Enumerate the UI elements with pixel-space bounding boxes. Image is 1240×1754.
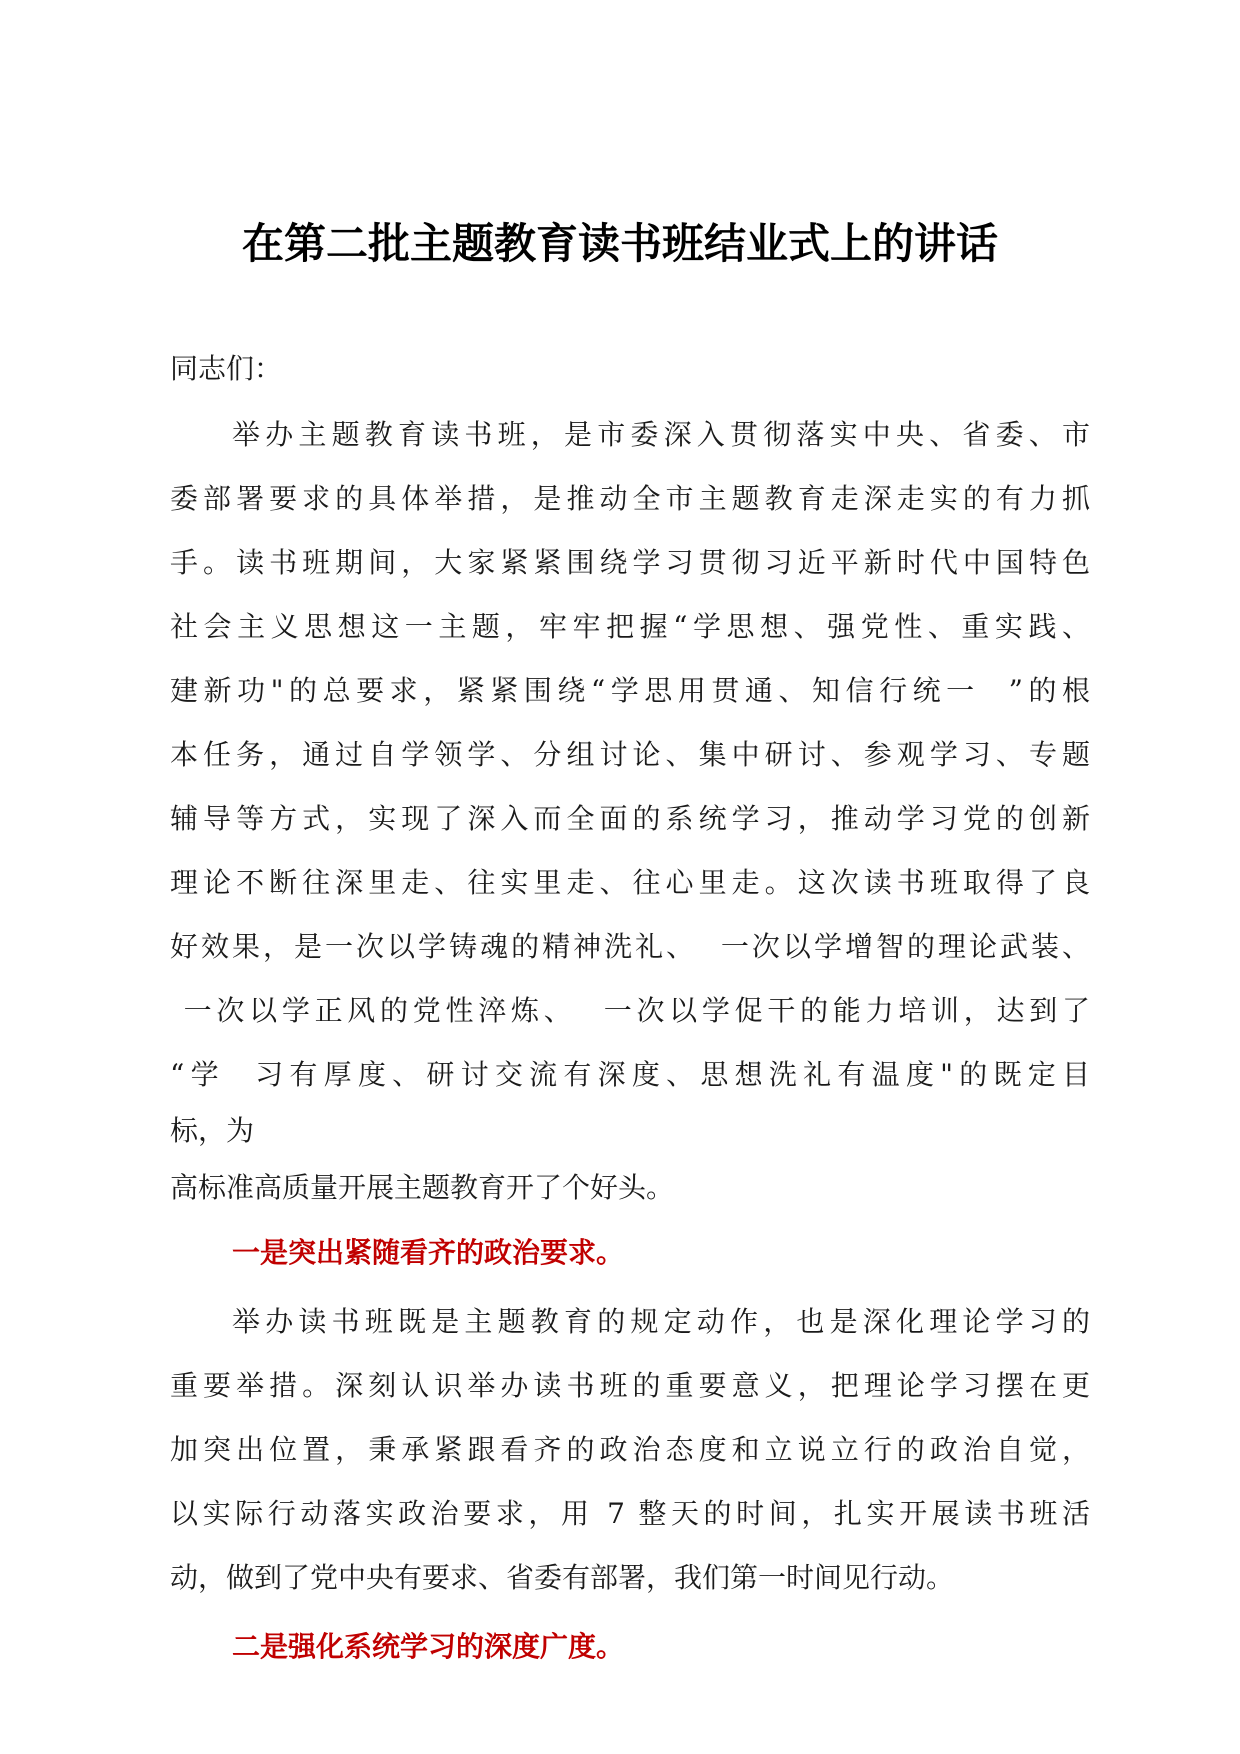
paragraph-line: 重要举措。深刻认识举办读书班的重要意义，把理论学习摆在更 [170, 1369, 1090, 1402]
paragraph-line: 委部署要求的具体举措，是推动全市主题教育走深走实的有力抓 [170, 482, 1090, 515]
paragraph-line: 社会主义思想这一主题，牢牢把握“学思想、强党性、重实践、 [170, 610, 1090, 643]
paragraph-line: 以实际行动落实政治要求，用 7 整天的时间，扎实开展读书班活 [170, 1497, 1090, 1530]
paragraph-line: 高标准高质量开展主题教育开了个好头。 [170, 1171, 675, 1204]
paragraph-line: 建新功"的总要求，紧紧围绕“学思用贯通、知信行统一 ”的根 [170, 674, 1090, 707]
salutation: 同志们： [170, 352, 283, 385]
paragraph-line: 辅导等方式，实现了深入而全面的系统学习，推动学习党的创新 [170, 802, 1090, 835]
paragraph-line: 举办主题教育读书班，是市委深入贯彻落实中央、省委、市 [232, 418, 1090, 451]
paragraph-line: 好效果，是一次以学铸魂的精神洗礼、 一次以学增智的理论武装、 [170, 930, 1090, 963]
paragraph-line: 动，做到了党中央有要求、省委有部署，我们第一时间见行动。 [170, 1561, 955, 1594]
paragraph-line: “学 习有厚度、研讨交流有深度、思想洗礼有温度"的既定目 [170, 1058, 1090, 1091]
paragraph-line: 本任务，通过自学领学、分组讨论、集中研讨、参观学习、专题 [170, 738, 1090, 771]
section-heading-2: 二是强化系统学习的深度广度。 [232, 1630, 625, 1663]
paragraph-line: 理论不断往深里走、往实里走、往心里走。这次读书班取得了良 [170, 866, 1090, 899]
document-title: 在第二批主题教育读书班结业式上的讲话 [241, 219, 998, 268]
paragraph-line: 一次以学正风的党性淬炼、 一次以学促干的能力培训，达到了 [170, 994, 1090, 1027]
paragraph-line: 加突出位置，秉承紧跟看齐的政治态度和立说立行的政治自觉， [170, 1433, 1090, 1466]
paragraph-line: 标，为 [170, 1114, 255, 1147]
paragraph-line: 举办读书班既是主题教育的规定动作，也是深化理论学习的 [232, 1305, 1090, 1338]
paragraph-line: 手。读书班期间，大家紧紧围绕学习贯彻习近平新时代中国特色 [170, 546, 1090, 579]
section-heading-1: 一是突出紧随看齐的政治要求。 [232, 1236, 625, 1269]
